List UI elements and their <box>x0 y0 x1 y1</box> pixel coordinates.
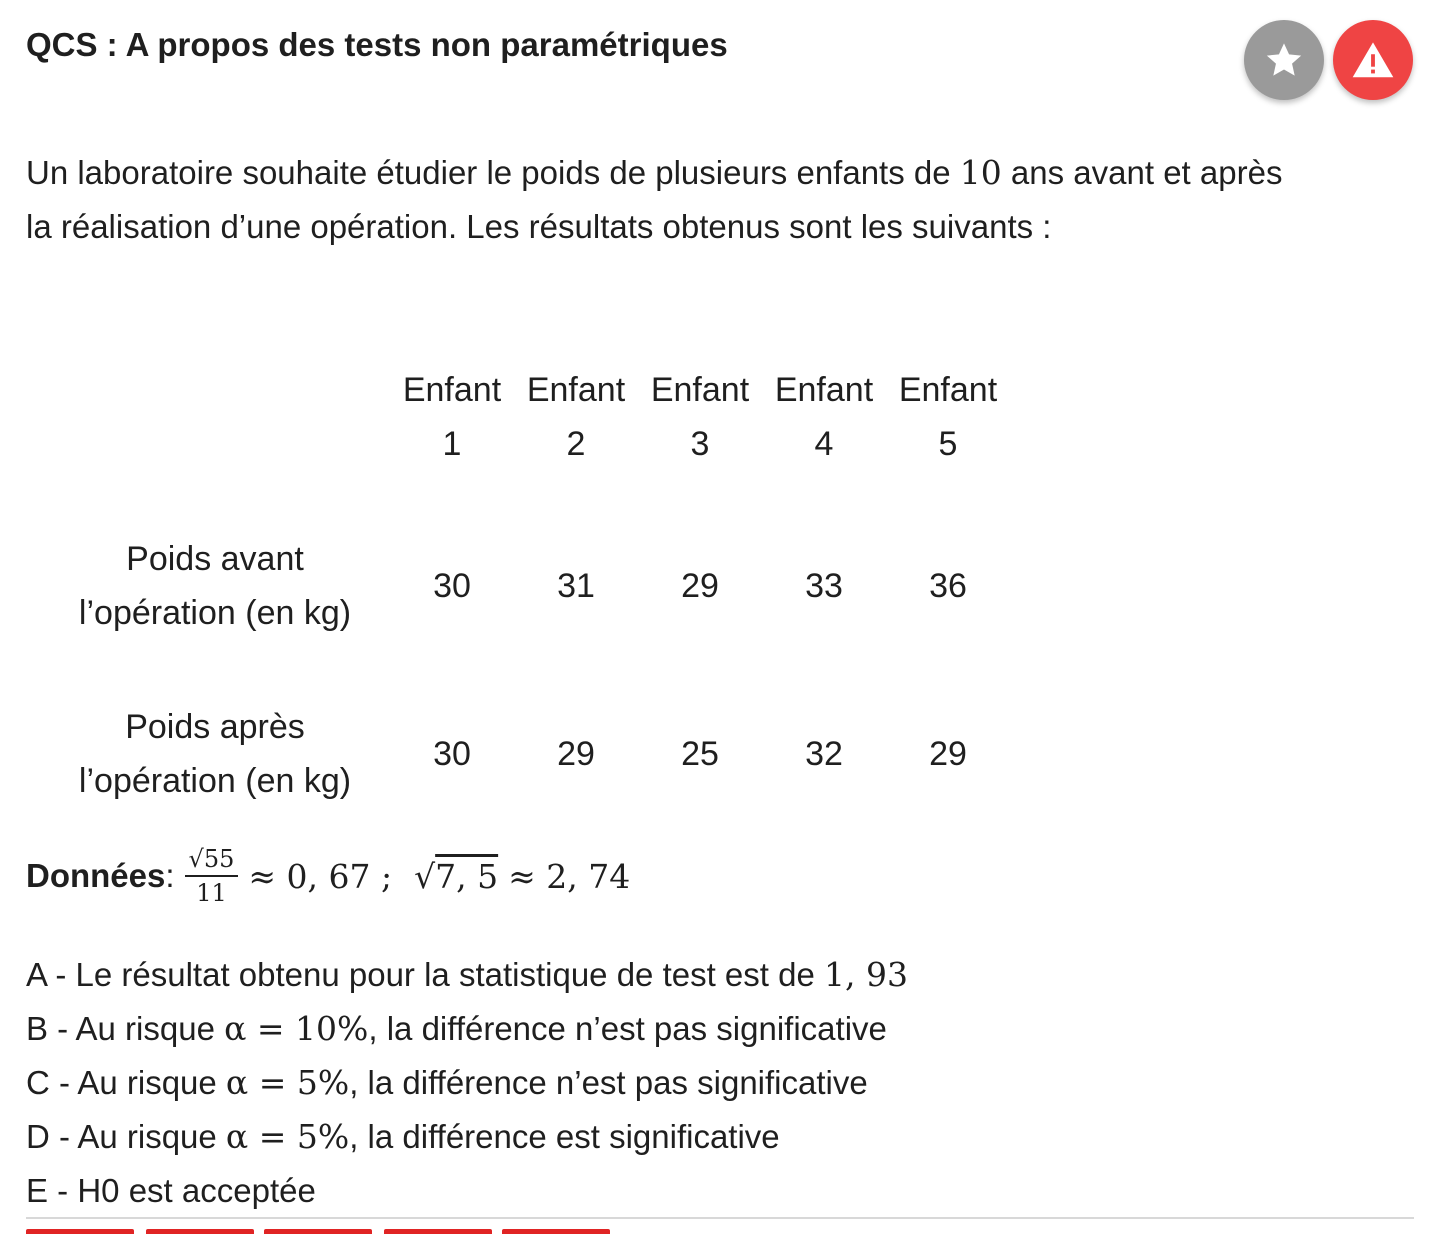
option-b[interactable]: B - Au risque α = 10%, la différence n’est pas significative <box>26 1009 887 1048</box>
given-data: Données : $\frac{√55}{11}$ ≈ 0, 67 ; √7, 5 ≈ 2, 74 <box>26 845 631 907</box>
table-header: Enfant 1 <box>402 371 502 463</box>
table-cell: 36 <box>929 566 967 605</box>
answer-tab[interactable] <box>384 1229 492 1234</box>
fraction: $\frac{√55}{11}$ <box>185 845 239 907</box>
option-a[interactable]: A - Le résultat obtenu pour la statistique de test est de 1, 93 <box>26 955 908 994</box>
table-cell: 32 <box>805 734 843 773</box>
weights-table <box>40 332 1010 838</box>
table-cell: 25 <box>681 734 719 773</box>
answer-options <box>26 948 908 1218</box>
answer-tab[interactable] <box>26 1229 134 1234</box>
table-cell: 29 <box>557 734 595 773</box>
star-icon <box>1263 39 1305 81</box>
row-label: Poids après l’opération (en kg) <box>78 708 352 800</box>
table-row <box>40 670 1010 838</box>
answer-tab[interactable] <box>146 1229 254 1234</box>
table-cell: 29 <box>929 734 967 773</box>
table-cell: 29 <box>681 566 719 605</box>
warning-icon <box>1350 37 1396 83</box>
answer-tab[interactable] <box>502 1229 610 1234</box>
table-row <box>40 502 1010 670</box>
given-data-label: Données <box>26 857 166 894</box>
option-d[interactable]: D - Au risque α = 5%, la différence est significative <box>26 1117 780 1156</box>
question-title: QCS : A propos des tests non paramétriques <box>26 26 728 63</box>
table-cell: 31 <box>557 566 595 605</box>
report-button[interactable] <box>1333 20 1413 100</box>
option-e[interactable]: E - H0 est acceptée <box>26 1172 316 1209</box>
table-cell: 30 <box>433 566 471 605</box>
table-cell: 33 <box>805 566 843 605</box>
divider <box>26 1217 1414 1219</box>
table-header: Enfant 3 <box>650 371 750 463</box>
favorite-button[interactable] <box>1244 20 1324 100</box>
table-header: Enfant 2 <box>526 371 626 463</box>
row-label: Poids avant l’opération (en kg) <box>78 540 352 632</box>
option-c[interactable]: C - Au risque α = 5%, la différence n’est pas significative <box>26 1063 868 1102</box>
table-header: Enfant 5 <box>898 371 998 463</box>
table-header: Enfant 4 <box>774 371 874 463</box>
question-statement: Un laboratoire souhaite étudier le poids de plusieurs enfants de 10 ans avant et après la réalisation d’une opération. Les résultats obtenus sont les suivants : <box>26 153 1283 245</box>
table-cell: 30 <box>433 734 471 773</box>
answer-tab[interactable] <box>264 1229 372 1234</box>
